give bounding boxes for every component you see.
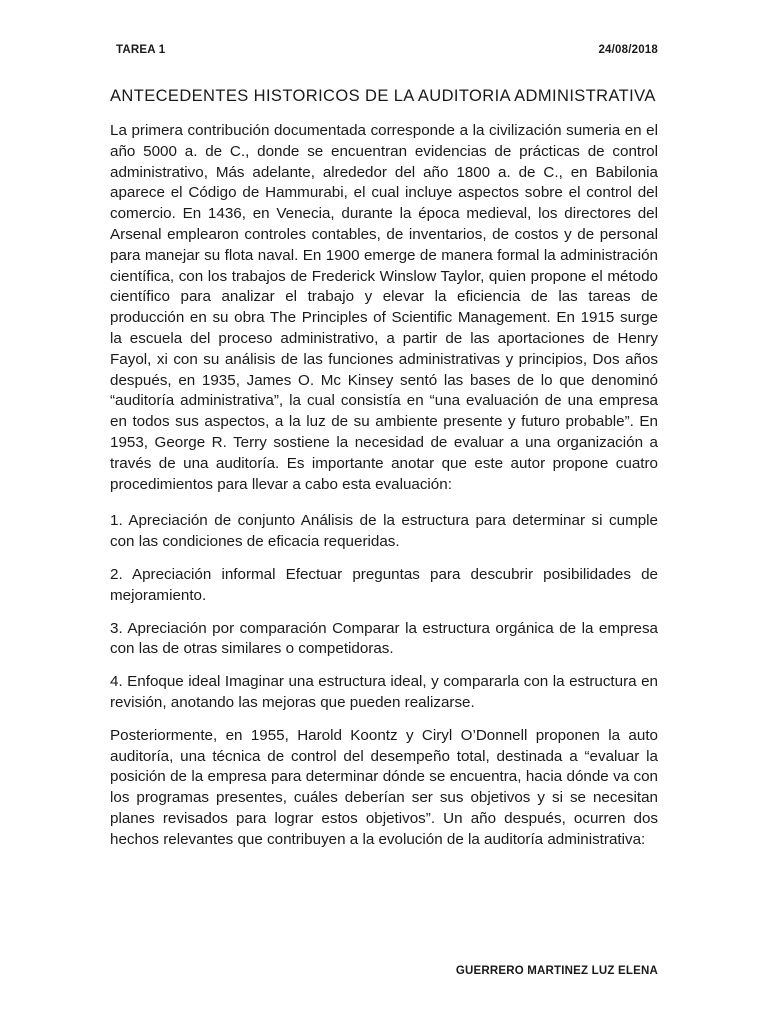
paragraph-procedure-2: 2. Apreciación informal Efectuar preguntas para descubrir posibilidades de mejoramiento. — [110, 565, 658, 604]
page-footer-author: GUERRERO MARTINEZ LUZ ELENA — [455, 965, 658, 977]
header-assignment-label: TAREA 1 — [116, 44, 166, 56]
paragraph-conclusion: Posteriormente, en 1955, Harold Koontz y Ciryl O’Donnell proponen la auto auditoría, una técnica de control del desempeño total, destinada a “evaluar la posición de la empresa para determinar dónde se encuentra, hacia dónde va con los programas presentes, cuáles deberían ser sus objetivos y si se necesitan planes revisados para lograr estos objetivos”. Un año después, ocurren dos hechos relevantes que contribuyen a la evolución de la auditoría administrativa: — [110, 726, 658, 848]
document-body — [110, 121, 658, 863]
paragraph-procedure-3: 3. Apreciación por comparación Comparar la estructura orgánica de la empresa con las de otras similares o competidoras. — [110, 619, 658, 658]
paragraph-procedure-4: 4. Enfoque ideal Imaginar una estructura ideal, y compararla con la estructura en revisión, anotando las mejoras que pueden realizarse. — [110, 673, 658, 711]
paragraph-procedure-1: 1. Apreciación de conjunto Análisis de la estructura para determinar si cumple con las condiciones de eficacia requeridas. — [110, 512, 658, 551]
document-title: ANTECEDENTES HISTORICOS DE LA AUDITORIA ADMINISTRATIVA — [110, 87, 656, 105]
page-header — [116, 44, 658, 60]
header-date: 24/08/2018 — [598, 44, 658, 56]
paragraph-intro: La primera contribución documentada corresponde a la civilización sumeria en el año 5000 a. de C., donde se encuentran evidencias de prácticas de control administrativo, Más adelante, alrededor del año 1800 a. de C., en Babilonia aparece el Código de Hammurabi, el cual incluye aspectos sobre el control del comercio. En 1436, en Venecia, durante la época medieval, los directores del Arsenal emplearon controles contables, de inventarios, de costos y de personal para manejar su flota naval. En 1900 emerge de manera formal la administración científica, con los trabajos de Frederick Winslow Taylor, quien propone el método científico para analizar el trabajo y elevar la eficiencia de las tareas de producción en su obra The Principles of Scientific Management. En 1915 surge la escuela del proceso administrativo, a partir de las aportaciones de Henry Fayol, xi con su análisis de las funciones administrativas y principios, Dos años después, en 1935, James O. Mc Kinsey sentó las bases de lo que denominó “auditoría administrativa”, la cual consistía en “una evaluación de una empresa en todos sus aspectos, a la luz de su ambiente presente y futuro probable”. En 1953, George R. Terry sostiene la necesidad de evaluar a una organización a través de una auditoría. Es importante anotar que este autor propone cuatro procedimientos para llevar a cabo esta evaluación: — [110, 122, 658, 493]
